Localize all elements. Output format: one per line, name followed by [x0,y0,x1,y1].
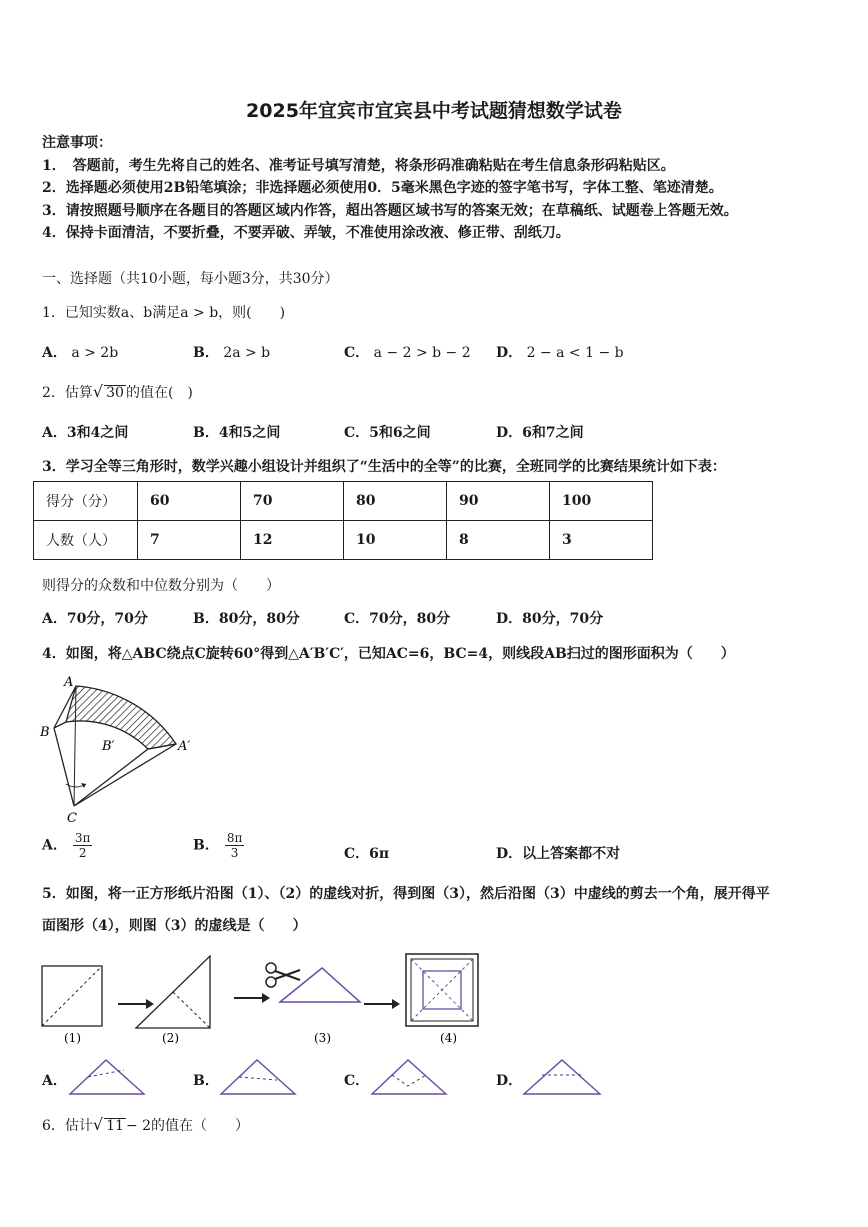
label-ap: A′ [178,739,191,754]
q2-option-d[interactable] [496,422,584,442]
table-cell: 7 [138,521,241,560]
segment-apc [74,744,176,806]
fraction-denominator: 3 [230,846,239,860]
question-6-stem [42,1115,249,1135]
score-table [33,481,653,560]
folding-figure [38,950,483,1050]
scissors-icon [266,963,300,987]
caption-3: (3) [314,1031,331,1045]
question-3-follow: 则得分的众数和中位数分别为（ ） [42,578,280,594]
option-label: A． [42,345,67,361]
table-cell: 12 [241,521,344,560]
option-label: B． [193,425,219,441]
option-text: 2 − a < 1 − b [526,345,624,361]
option-text: 以上答案都不对 [522,846,621,862]
option-text: 80分，70分 [522,611,604,627]
option-text: a > 2b [71,345,119,361]
option-label: C． [344,345,370,361]
sqrt-sign: √ [92,1115,104,1134]
option-label: A． [42,611,67,627]
option-label: A． [42,837,67,854]
fraction [225,831,245,860]
notice-item: 4．保持卡面清洁，不要折叠，不要弄破、弄皱，不准使用涂改液、修正带、刮纸刀。 [42,225,570,241]
stem-text: − 2 [125,1118,152,1134]
option-label: B． [193,345,219,361]
arrow-icon [392,999,400,1009]
question-4-stem: 4．如图，将△ABC绕点C旋转60°得到△A′B′C′，已知AC=6，BC=4，则线段AB扫过的图形面积为（ ） [42,646,735,662]
option-text: 70分，80分 [369,611,451,627]
option-text: 6π [369,846,390,862]
q5-option-b-figure[interactable] [217,1056,299,1098]
q2-option-a[interactable] [42,422,128,442]
table-header-cell: 人数（人） [34,521,138,560]
table-cell: 90 [447,482,550,521]
question-5-stem-line1: 5．如图，将一正方形纸片沿图（1）、（2）的虚线对折，得到图（3），然后沿图（3）中虚线的剪去一个角，展开得平 [42,886,770,902]
table-cell: 70 [241,482,344,521]
option-label: D． [496,846,523,862]
fold-line [42,966,102,1026]
caption-2: (2) [162,1031,179,1045]
segment-bc [54,728,74,806]
option-label: C． [344,611,370,627]
q3-option-b[interactable] [193,608,300,628]
q3-option-d[interactable] [496,608,603,628]
q5-option-d-label[interactable]: D． [496,1073,523,1089]
option-text: 70分，70分 [66,611,148,627]
option-label: B． [193,837,219,854]
q2-option-c[interactable] [344,422,431,442]
option-text: 80分，80分 [218,611,300,627]
radicand: 30 [106,385,124,401]
fraction [73,831,93,860]
section-heading: 一、选择题（共10小题，每小题3分，共30分） [42,271,339,287]
question-2-stem [42,382,193,402]
option-label: C． [344,425,370,441]
q4-option-c[interactable] [344,843,389,863]
table-cell: 60 [138,482,241,521]
label-bp: B′ [102,739,115,754]
q1-option-a[interactable] [42,342,118,362]
table-cell: 10 [344,521,447,560]
fraction-denominator: 2 [78,846,87,860]
option-label: B． [193,611,219,627]
q5-option-a-label[interactable]: A． [42,1073,67,1089]
table-header-cell: 得分（分） [34,482,138,521]
q3-option-a[interactable] [42,608,148,628]
q5-option-c-label[interactable]: C． [344,1073,370,1089]
question-1-stem: 1．已知实数a、b满足a > b，则( ) [42,305,286,321]
option-label: D． [496,345,523,361]
page-title: 2025年宜宾市宜宾县中考试题猜想数学试卷 [246,100,622,122]
question-3-stem: 3．学习全等三角形时，数学兴趣小组设计并组织了“生活中的全等”的比赛，全班同学的比赛结果统计如下表： [42,459,726,475]
fold-line [173,992,210,1028]
q5-option-b-label[interactable]: B． [193,1073,219,1089]
notice-item: 1． 答题前，考生先将自己的姓名、准考证号填写清楚，将条形码准确粘贴在考生信息条形码粘贴区。 [42,158,675,174]
notice-item: 2．选择题必须使用2B铅笔填涂；非选择题必须使用0．5毫米黑色字迹的签字笔书写，字体工整、笔迹清楚。 [42,180,723,196]
option-text: 5和6之间 [369,425,431,441]
stem-text: 2．估算 [42,385,93,401]
label-b: B [40,725,50,740]
caption-1: (1) [64,1031,81,1045]
stem-text: 的值在（ ） [151,1118,250,1134]
option-text: a − 2 > b − 2 [373,345,471,361]
q4-option-d[interactable] [496,843,620,863]
q5-option-d-figure[interactable] [520,1056,604,1098]
q5-option-a-figure[interactable] [66,1056,148,1098]
q1-option-b[interactable] [193,342,270,362]
q1-option-c[interactable] [344,342,471,362]
fraction-numerator: 8π [226,831,243,845]
q4-option-a[interactable] [42,831,92,860]
option-label: C． [344,846,370,862]
table-cell: 3 [550,521,653,560]
table-row [34,482,653,521]
option-label: A． [42,425,67,441]
q1-option-d[interactable] [496,342,624,362]
caption-4: (4) [440,1031,457,1045]
stem-text: 6．估计 [42,1118,93,1134]
table-cell: 8 [447,521,550,560]
option-text: 6和7之间 [522,425,584,441]
q4-option-b[interactable] [193,831,244,860]
table-row [34,521,653,560]
fraction-numerator: 3π [74,831,91,845]
option-text: 2a > b [223,345,271,361]
sqrt-sign: √ [92,382,104,401]
q3-option-c[interactable] [344,608,450,628]
label-a: A [64,675,74,690]
option-label: D． [496,425,523,441]
rotation-figure [36,672,196,826]
table-cell: 100 [550,482,653,521]
swept-region [66,686,176,749]
option-text: 4和5之间 [218,425,281,441]
question-5-stem-line2: 面图形（4），则图（3）的虚线是（ ） [42,918,307,934]
q2-option-b[interactable] [193,422,280,442]
q5-option-c-figure[interactable] [368,1056,450,1098]
segment-bpc [74,749,148,806]
option-text: 3和4之间 [66,425,129,441]
radicand: 11 [106,1118,124,1134]
arrow-icon [146,999,154,1009]
arrow-icon [262,993,270,1003]
notice-heading: 注意事项： [42,135,112,151]
label-c: C [67,811,77,826]
table-cell: 80 [344,482,447,521]
stem-text: 的值在( ) [125,385,193,401]
option-label: D． [496,611,523,627]
notice-item: 3．请按照题号顺序在各题目的答题区域内作答，超出答题区域书写的答案无效；在草稿纸、试题卷上答题无效。 [42,203,738,219]
